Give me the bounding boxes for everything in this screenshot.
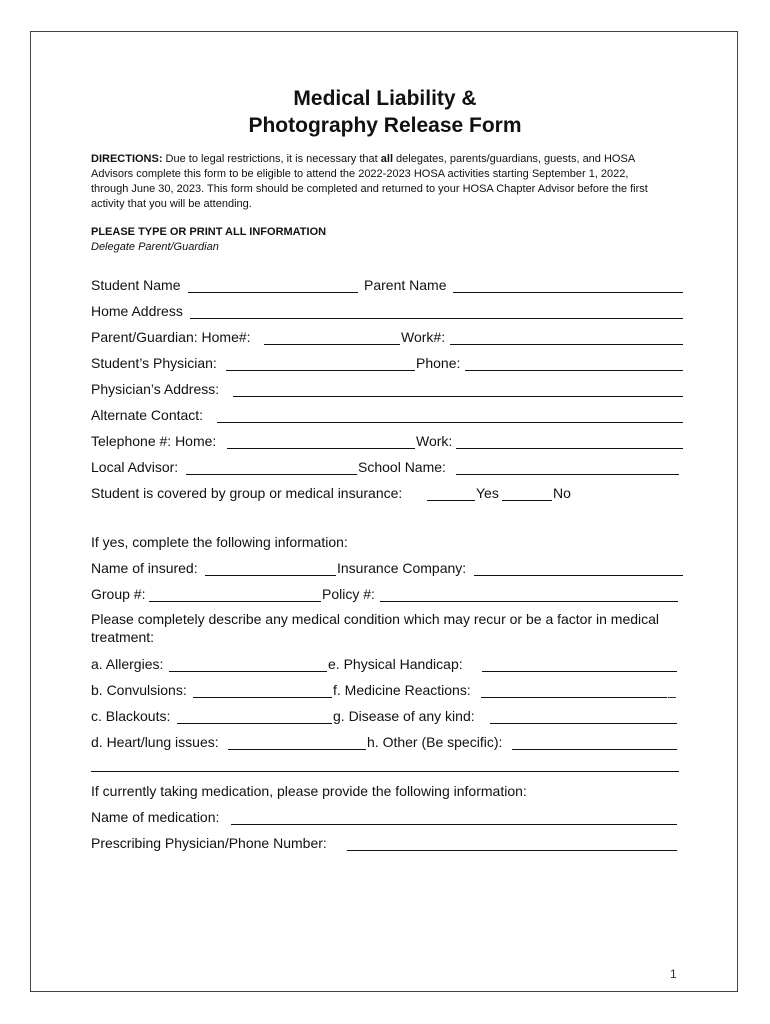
heart-lung-label: d. Heart/lung issues:	[91, 734, 219, 750]
medicine-reactions-field[interactable]	[481, 697, 667, 698]
parent-work-field[interactable]	[450, 344, 683, 345]
medical-condition-instructions: Please completely describe any medical condition which may recur or be a factor in medical treatment:	[91, 611, 660, 645]
row-blank-line	[91, 754, 683, 774]
physician-phone-label: Phone:	[416, 355, 461, 371]
insurance-company-label: Insurance Company:	[337, 560, 467, 576]
disease-field[interactable]	[490, 723, 677, 724]
physical-handicap-label: e. Physical Handicap:	[328, 656, 463, 672]
insurance-no-label: No	[553, 485, 571, 501]
home-address-label: Home Address	[91, 303, 183, 319]
row-heart-lung	[91, 732, 683, 752]
group-label: Group #:	[91, 586, 146, 602]
heart-lung-field[interactable]	[228, 749, 366, 750]
row-allergies	[91, 654, 683, 674]
row-advisor-school	[91, 457, 683, 477]
insurance-yes-label: Yes	[476, 485, 499, 501]
blackouts-field[interactable]	[177, 723, 332, 724]
telephone-home-label: Telephone #: Home:	[91, 433, 217, 449]
row-telephone	[91, 431, 683, 451]
row-student-parent	[91, 275, 683, 295]
disease-label: g. Disease of any kind:	[333, 708, 475, 724]
directions-emphasis: all	[380, 153, 393, 165]
prescribing-label: Prescribing Physician/Phone Number:	[91, 835, 327, 851]
parent-name-label: Parent Name	[364, 277, 447, 293]
directions-text-2: delegates, parents/guardians, guests, and HOSA Advisors complete this form to be eligible to attend the 2022-2023 HOSA activities starting September 1, 2022, through June 30, 2023. This form should be completed and returned to your HOSA Chapter Advisor before the first activity that you will be attending.	[91, 153, 648, 210]
convulsions-field[interactable]	[193, 697, 332, 698]
physical-handicap-field[interactable]	[482, 671, 677, 672]
local-advisor-label: Local Advisor:	[91, 459, 179, 475]
insurance-question-label: Student is covered by group or medical insurance:	[91, 485, 403, 501]
if-yes-label: If yes, complete the following information:	[91, 534, 348, 550]
row-prescribing	[91, 833, 683, 853]
row-physician	[91, 353, 683, 373]
other-field[interactable]	[512, 749, 677, 750]
row-home-address	[91, 301, 683, 321]
row-alternate-contact	[91, 405, 683, 425]
medication-name-field[interactable]	[231, 824, 677, 825]
name-insured-label: Name of insured:	[91, 560, 198, 576]
medication-name-label: Name of medication:	[91, 809, 220, 825]
row-parent-phones	[91, 327, 683, 347]
allergies-label: a. Allergies:	[91, 656, 164, 672]
physician-address-field[interactable]	[233, 396, 683, 397]
medicine-reactions-tail: _	[668, 682, 676, 698]
insurance-yes-field[interactable]	[427, 500, 475, 501]
physician-address-label: Physician’s Address:	[91, 381, 220, 397]
row-medication-intro	[91, 781, 683, 801]
home-address-field[interactable]	[190, 318, 683, 319]
school-name-label: School Name:	[358, 459, 446, 475]
allergies-field[interactable]	[169, 671, 327, 672]
prescribing-field[interactable]	[347, 850, 677, 851]
blackouts-label: c. Blackouts:	[91, 708, 171, 724]
physician-label: Student’s Physician:	[91, 355, 217, 371]
form-title-line2: Photography Release Form	[248, 114, 522, 137]
print-instruction-heading: PLEASE TYPE OR PRINT ALL INFORMATION	[91, 226, 327, 238]
student-name-label: Student Name	[91, 277, 181, 293]
school-name-field[interactable]	[456, 474, 679, 475]
additional-details-field[interactable]	[91, 771, 679, 772]
physician-field[interactable]	[226, 370, 415, 371]
row-insurance	[91, 483, 683, 503]
group-field[interactable]	[149, 601, 321, 602]
convulsions-label: b. Convulsions:	[91, 682, 187, 698]
telephone-work-label: Work:	[416, 433, 453, 449]
physician-phone-field[interactable]	[465, 370, 683, 371]
student-name-field[interactable]	[188, 292, 358, 293]
telephone-home-field[interactable]	[227, 448, 415, 449]
row-if-yes	[91, 532, 683, 552]
alternate-contact-field[interactable]	[217, 422, 683, 423]
directions-label: DIRECTIONS:	[91, 153, 163, 165]
parent-home-label: Parent/Guardian: Home#:	[91, 329, 251, 345]
parent-name-field[interactable]	[453, 292, 683, 293]
telephone-work-field[interactable]	[456, 448, 683, 449]
policy-field[interactable]	[380, 601, 678, 602]
name-insured-field[interactable]	[205, 575, 336, 576]
page-number: 1	[670, 967, 677, 981]
medication-intro-label: If currently taking medication, please provide the following information:	[91, 783, 527, 799]
directions-paragraph	[91, 152, 661, 212]
insurance-no-field[interactable]	[502, 500, 552, 501]
form-title-line1: Medical Liability &	[293, 87, 477, 110]
parent-home-field[interactable]	[264, 344, 400, 345]
row-physician-address	[91, 379, 683, 399]
policy-label: Policy #:	[322, 586, 375, 602]
row-group-policy	[91, 584, 683, 604]
other-label: h. Other (Be specific):	[367, 734, 503, 750]
row-blackouts	[91, 706, 683, 726]
parent-work-label: Work#:	[401, 329, 446, 345]
insurance-company-field[interactable]	[474, 575, 683, 576]
row-medication-name	[91, 807, 683, 827]
row-insured	[91, 558, 683, 578]
alternate-contact-label: Alternate Contact:	[91, 407, 204, 423]
medicine-reactions-label: f. Medicine Reactions:	[333, 682, 471, 698]
directions-text-1: Due to legal restrictions, it is necessary that	[162, 153, 381, 165]
local-advisor-field[interactable]	[186, 474, 357, 475]
row-convulsions	[91, 680, 683, 700]
print-instruction-sub: Delegate Parent/Guardian	[91, 241, 219, 253]
